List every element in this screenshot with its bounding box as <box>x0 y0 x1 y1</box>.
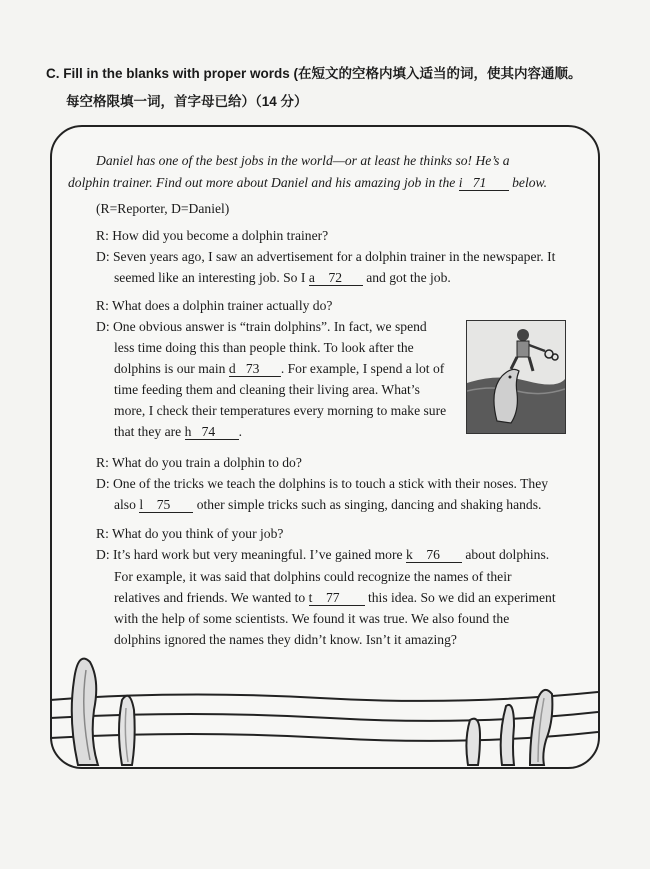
intro-line-2: dolphin trainer. Find out more about Daniel and his amazing job in the i 71 below. <box>68 175 547 190</box>
answer-1-line-2: seemed like an interesting job. So I a 72 and got the job. <box>114 270 451 285</box>
answer-4-line-3: relatives and friends. We wanted to t 77 this idea. So we did an experiment <box>114 590 556 605</box>
dolphin-trainer-illustration <box>466 320 566 434</box>
question-2: R: What does a dolphin trainer actually do? <box>96 298 333 313</box>
answer-4-line-2: For example, it was said that dolphins could recognize the names of their <box>114 569 512 584</box>
answer-3-line-1: D: One of the tricks we teach the dolphins is to touch a stick with their noses. They <box>96 476 549 491</box>
answer-2-line-3: dolphins is our main d 73 . For example, I spend a lot of <box>114 361 445 376</box>
blank-72[interactable]: a 72 <box>309 270 363 286</box>
legend: (R=Reporter, D=Daniel) <box>96 201 230 216</box>
blank-71[interactable]: i 71 <box>459 175 509 191</box>
answer-3-line-2: also l 75 other simple tricks such as singing, dancing and shaking hands. <box>114 497 542 512</box>
question-3: R: What do you train a dolphin to do? <box>96 455 302 470</box>
blank-73[interactable]: d 73 <box>229 361 281 377</box>
answer-1-line-1: D: Seven years ago, I saw an advertisement for a dolphin trainer in the newspaper. It <box>96 249 556 264</box>
section-heading <box>46 60 636 116</box>
answer-4-line-1: D: It’s hard work but very meaningful. I’ve gained more k 76 about dolphins. <box>96 547 550 562</box>
blank-76[interactable]: k 76 <box>406 547 462 563</box>
answer-4-line-5: dolphins ignored the names they didn’t know. Isn’t it amazing? <box>114 632 457 647</box>
heading-line-1: C. Fill in the blanks with proper words (在短文的空格内填入适当的词，使其内容通顺。 <box>46 66 582 81</box>
intro-line-1: Daniel has one of the best jobs in the world—or at least he thinks so! He’s a <box>96 153 510 168</box>
heading-line-2: 每空格限填一词，首字母已给）（14 分） <box>66 94 308 109</box>
blank-74[interactable]: h 74 <box>185 424 239 440</box>
answer-2-line-4: time feeding them and cleaning their living area. What’s <box>114 382 420 397</box>
question-4: R: What do you think of your job? <box>96 526 284 541</box>
question-1: R: How did you become a dolphin trainer? <box>96 228 329 243</box>
answer-2-line-2: less time doing this than people think. To look after the <box>114 340 414 355</box>
answer-4-line-4: with the help of some scientists. We found it was true. We also found the <box>114 611 510 626</box>
seaweed-decoration <box>50 640 598 770</box>
blank-75[interactable]: l 75 <box>139 497 193 513</box>
blank-77[interactable]: t 77 <box>309 590 365 606</box>
answer-2-line-6: that they are h 74 . <box>114 424 242 439</box>
answer-2-line-5: more, I check their temperatures every morning to make sure <box>114 403 447 418</box>
answer-2-line-1: D: One obvious answer is “train dolphins”. In fact, we spend <box>96 319 427 334</box>
dolphin-trainer-icon <box>467 321 565 433</box>
